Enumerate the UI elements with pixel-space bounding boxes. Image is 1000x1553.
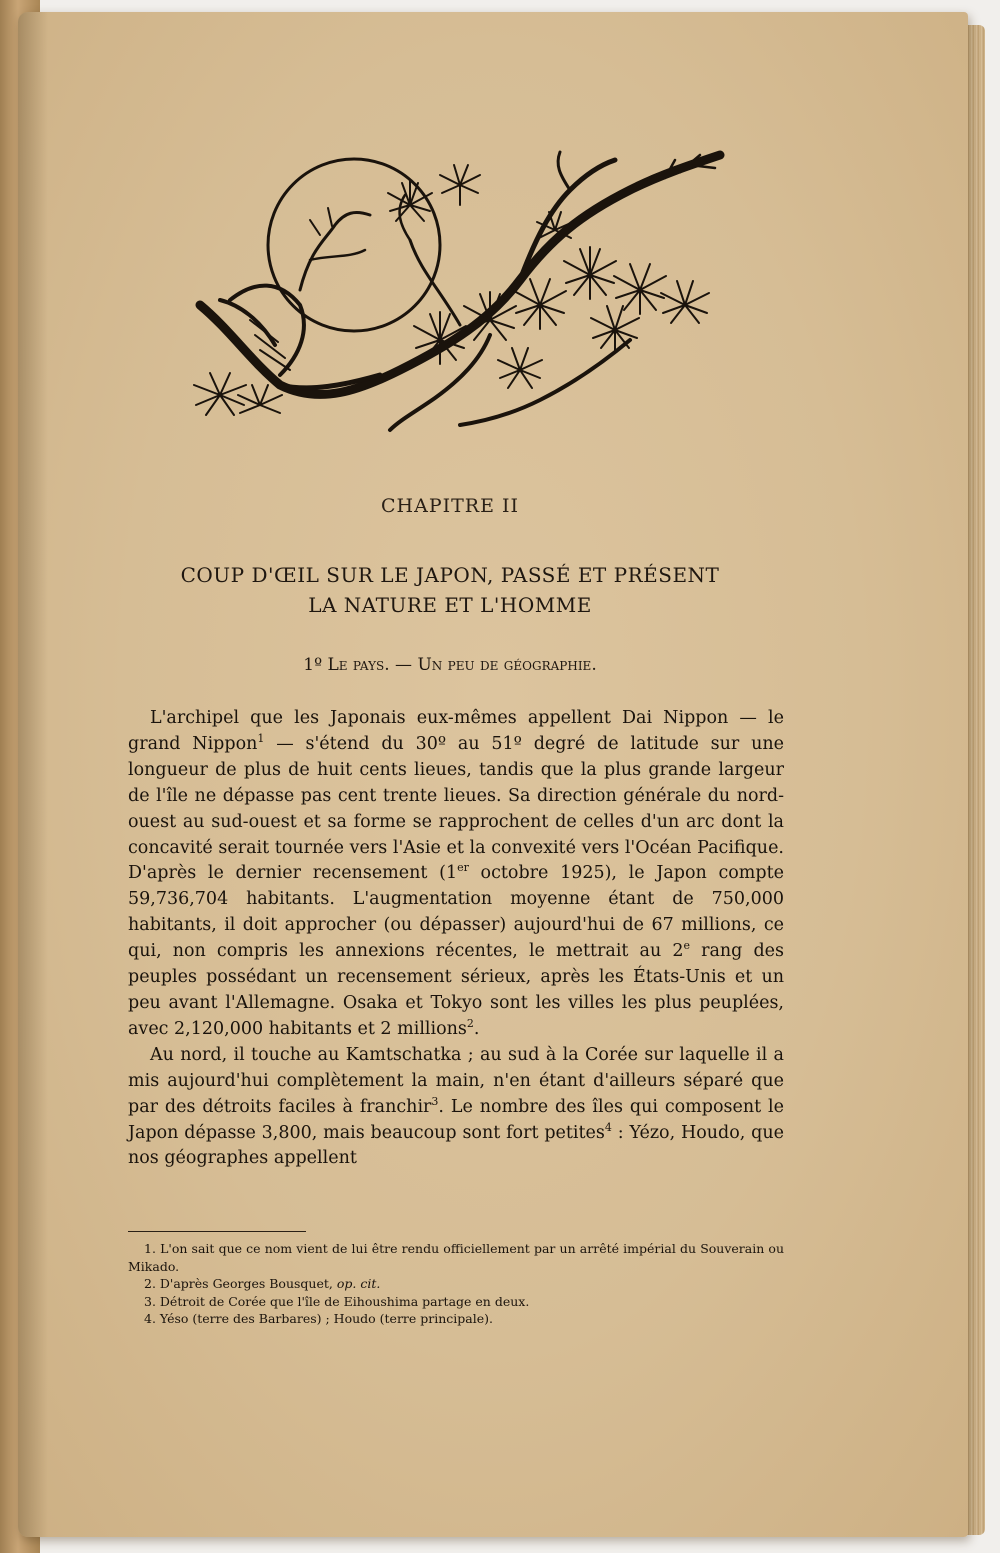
footnote-3: 3. Détroit de Corée que l'île de Eihoushima partage en deux. — [144, 1293, 530, 1309]
footnote-ref-2: 2 — [466, 1017, 474, 1031]
chapter-title-line-1: COUP D'ŒIL SUR LE JAPON, PASSÉ ET PRÉSENT — [180, 563, 720, 587]
chapter-number: CHAPITRE II — [380, 495, 520, 517]
body-text — [128, 706, 784, 1172]
footnote-divider — [128, 1231, 306, 1232]
paragraph: L'archipel que les Japonais eux-mêmes appellent Dai Nippon — le grand Nippon$^1$ — s'étend du 30º au 51º degré de latitude sur une longueur de plus de huit cents lieues, tandis que la plus grande largeur de l'île ne dépasse pas cent trente lieues. Sa direction générale du nord-ouest au sud-ouest et sa forme se rapprochent de celles d'un arc dont la concavité serait tournée vers l'Asie et la convexité vers l'Océan Pacifique. D'après le dernier recensement (1er octobre 1925), le Japon compte 59,736,704 habitants. L'augmentation moyenne étant de 750,000 habitants, il doit approcher (ou dépasser) aujourd'hui de 67 millions, ce qui, non compris les annexions récentes, le mettrait au 2e rang des peuples possédant un recensement sérieux, après les États-Unis et un peu avant l'Allemagne. Osaka et Tokyo sont les villes les plus peuplées, avec 2,120,000 habitants et 2 millions$^2$. — [128, 708, 784, 1039]
footnote-1: 1. L'on sait que ce nom vient de lui être rendu officiellement par un arrêté impérial du Souverain ou Mikado. — [128, 1241, 784, 1274]
superscript-er: er — [457, 861, 469, 875]
chapter-title — [110, 560, 790, 620]
footnote-ref-3: 3 — [431, 1094, 439, 1108]
footnote-4: 4. Yéso (terre des Barbares) ; Houdo (terre principale). — [144, 1311, 493, 1326]
footnotes — [128, 1240, 784, 1328]
footnote-2: 2. D'après Georges Bousquet, op. cit. — [144, 1276, 381, 1291]
superscript-e: e — [683, 939, 690, 953]
paragraph: Au nord, il touche au Kamtschatka ; au sud à la Corée sur laquelle il a mis aujourd'hui complètement la main, n'en étant d'ailleurs séparé que par des détroits faciles à franchir$^3$. Le nombre des îles qui composent le Japon dépasse 3,800, mais beaucoup sont fort petites$^4$ : Yézo, Houdo, que nos géographes appellent — [128, 1044, 785, 1169]
footnote-ref-4: 4 — [604, 1120, 612, 1134]
footnote-ref-1: 1 — [257, 732, 265, 746]
pine-and-moon-illustration — [160, 130, 740, 450]
pine-branch-drawing — [160, 130, 740, 450]
section-heading: 1º Le pays. — Un peu de géographie. — [303, 655, 597, 675]
moon-circle — [268, 159, 440, 331]
chapter-title-line-2: LA NATURE ET L'HOMME — [308, 593, 592, 617]
